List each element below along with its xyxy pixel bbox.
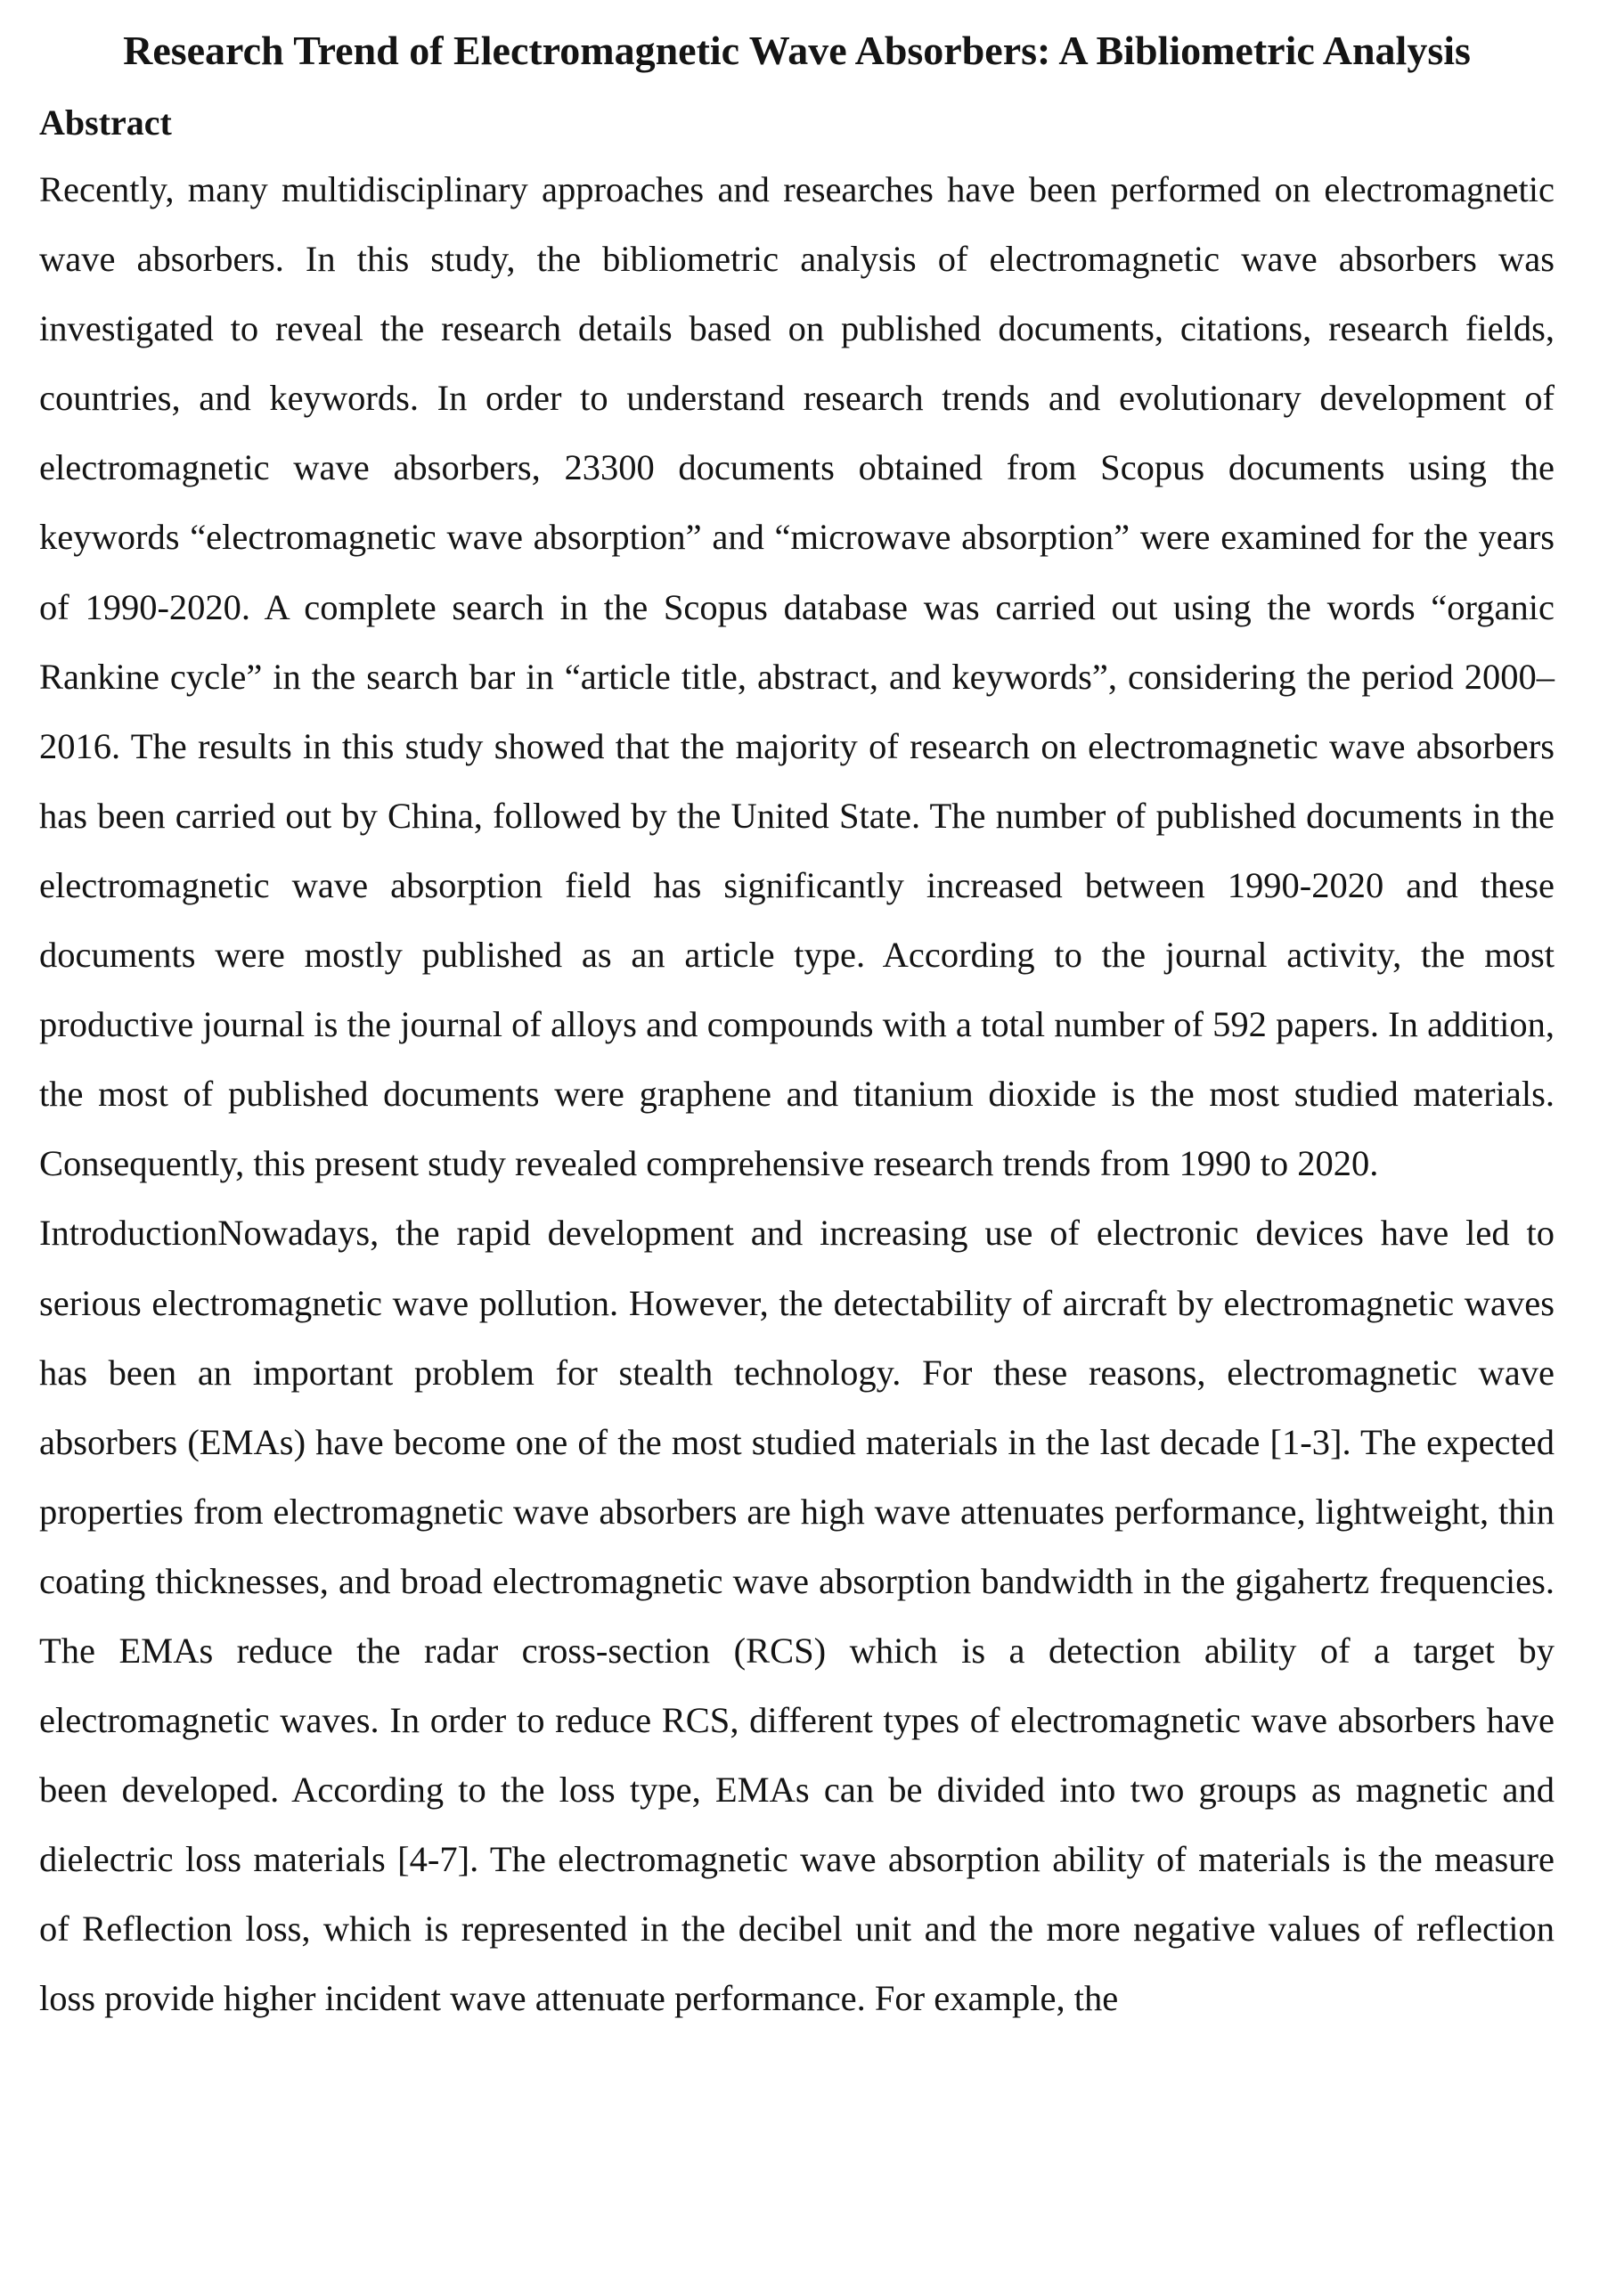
introduction-paragraph: IntroductionNowadays, the rapid development and increasing use of electronic devices have led to serious electromagnetic wave pollution. However, the detectability of aircraft by electromagnetic waves has been an important problem for stealth technology. For these reasons, electromagnetic wave absorbers (EMAs) have become one of the most studied materials in the last decade [1-3]. The expected properties from electromagnetic wave absorbers are high wave attenuates performance, lightweight, thin coating thicknesses, and broad electromagnetic wave absorption bandwidth in the gigahertz frequencies. The EMAs reduce the radar cross-section (RCS) which is a detection ability of a target by electromagnetic waves. In order to reduce RCS, different types of electromagnetic wave absorbers have been developed. According to the loss type, EMAs can be divided into two groups as magnetic and dielectric loss materials [4-7]. The electromagnetic wave absorption ability of materials is the measure of Reflection loss, which is represented in the decibel unit and the more negative values of reflection loss provide higher incident wave attenuate performance. For example, the (39, 1213, 1555, 2019)
paper-title: Research Trend of Electromagnetic Wave Absorbers: A Bibliometric Analysis (123, 28, 1471, 73)
abstract-paragraph: Recently, many multidisciplinary approaches and researches have been performed on electromagnetic wave absorbers. In this study, the bibliometric analysis of electromagnetic wave absorbers was investigated to reveal the research details based on published documents, citations, research fields, countries, and keywords. In order to understand research trends and evolutionary development of electromagnetic wave absorbers, 23300 documents obtained from Scopus documents using the keywords “electromagnetic wave absorption” and “microwave absorption” were examined for the years of 1990-2020. A complete search in the Scopus database was carried out using the words “organic Rankine cycle” in the search bar in “article title, abstract, and keywords”, considering the period 2000–2016. The results in this study showed that the majority of research on electromagnetic wave absorbers has been carried out by China, followed by the United State. The number of published documents in the electromagnetic wave absorption field has significantly increased between 1990-2020 and these documents were mostly published as an article type. According to the journal activity, the most productive journal is the journal of alloys and compounds with a total number of 592 papers. In addition, the most of published documents were graphene and titanium dioxide is the most studied materials. Consequently, this present study revealed comprehensive research trends from 1990 to 2020. (39, 169, 1555, 1184)
abstract-heading: Abstract (39, 102, 172, 143)
